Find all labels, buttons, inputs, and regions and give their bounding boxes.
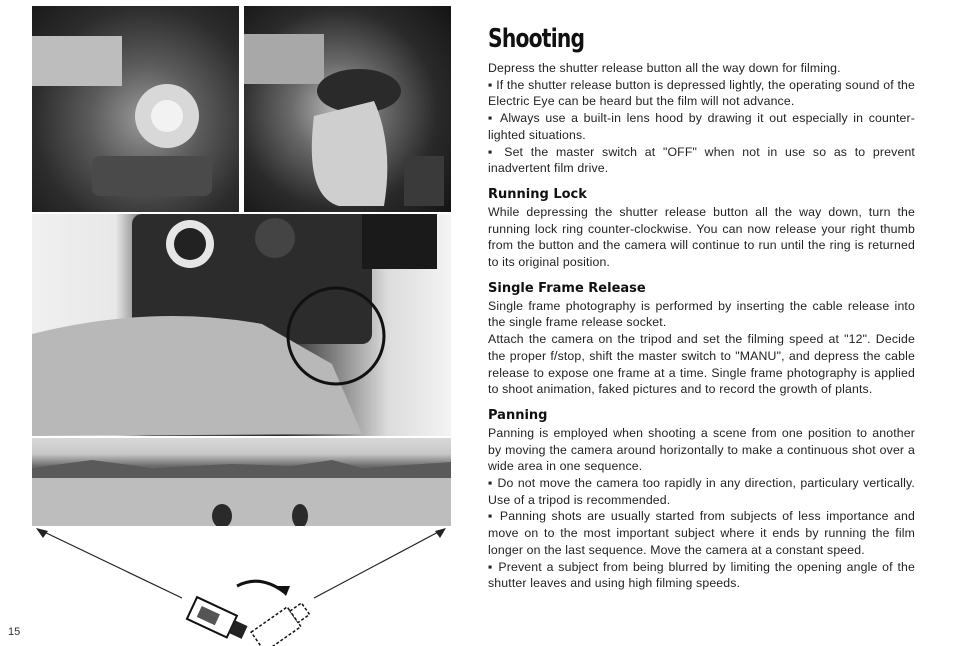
arrowhead-right-icon: [435, 528, 446, 538]
panning-body: Panning is employed when shooting a scene from one position to another by moving the camera around horizontally to make a continuous shot over a wide area in one sequence.: [488, 425, 915, 474]
shooting-bullet-2: ▪ Always use a built-in lens hood by drawing it out especially in counter-lighted situations.: [488, 110, 915, 143]
camera-body-illustration: [32, 6, 239, 212]
text-column: [488, 24, 915, 592]
photo-panning-landscape: [32, 438, 451, 526]
camera-end-position-icon: [251, 599, 312, 646]
running-lock-body: While depressing the shutter release button all the way down, turn the running lock ring counter-clockwise. You can now release your right thumb from the button and the camera will continue to run until the ring is returned to its original position.: [488, 204, 915, 270]
photo-single-frame-cable-release: [32, 214, 451, 436]
photo-shutter-button: [32, 6, 239, 212]
running-lock-heading: Running Lock: [488, 186, 587, 202]
pan-start-sightline: [40, 530, 182, 598]
single-frame-body-2: Attach the camera on the tripod and set the filming speed at "12". Decide the proper f/stop, shift the master switch to "MANU", and depress the cable release to expose one frame at a time. Single frame photography is applied to shoot animation, faked pictures and to record the growth of plants.: [488, 332, 915, 397]
mountain-sea-of-clouds-illustration: [32, 438, 451, 526]
single-frame-body-1: Single frame photography is performed by inserting the cable release into the single frame release socket.: [488, 298, 915, 330]
panning-bullet-1: ▪ Do not move the camera too rapidly in any direction, particulary vertically. Use of a tripod is recommended.: [488, 475, 915, 508]
shooting-bullet-1: ▪ If the shutter release button is depressed lightly, the operating sound of the Electric Eye can be heard but the film will not advance.: [488, 77, 915, 110]
page-number: 15: [8, 626, 21, 638]
photo-running-lock-thumb: [244, 6, 451, 212]
panning-bullet-3: ▪ Prevent a subject from being blurred by limiting the opening angle of the shutter leaves and using high filming speeds.: [488, 559, 915, 592]
pan-direction-arrowhead-icon: [276, 586, 290, 596]
panning-bullet-2: ▪ Panning shots are usually started from subjects of less importance and move on to the most important subject where it ends by running the film longer on the last sequence. Move the camera at a constant speed.: [488, 508, 915, 558]
shooting-intro: Depress the shutter release button all the way down for filming.: [488, 61, 841, 75]
panning-heading: Panning: [488, 407, 548, 423]
panning-diagram: [32, 526, 451, 646]
camera-start-position-icon: [187, 597, 250, 643]
arrowhead-left-icon: [36, 528, 48, 538]
page-title: Shooting: [488, 24, 585, 54]
thumb-on-button-illustration: [244, 6, 451, 212]
single-frame-heading: Single Frame Release: [488, 280, 646, 296]
camera-hand-illustration: [32, 214, 451, 436]
shooting-bullet-3: ▪ Set the master switch at "OFF" when not in use so as to prevent inadvertent film drive.: [488, 144, 915, 177]
pan-end-sightline: [314, 530, 442, 598]
